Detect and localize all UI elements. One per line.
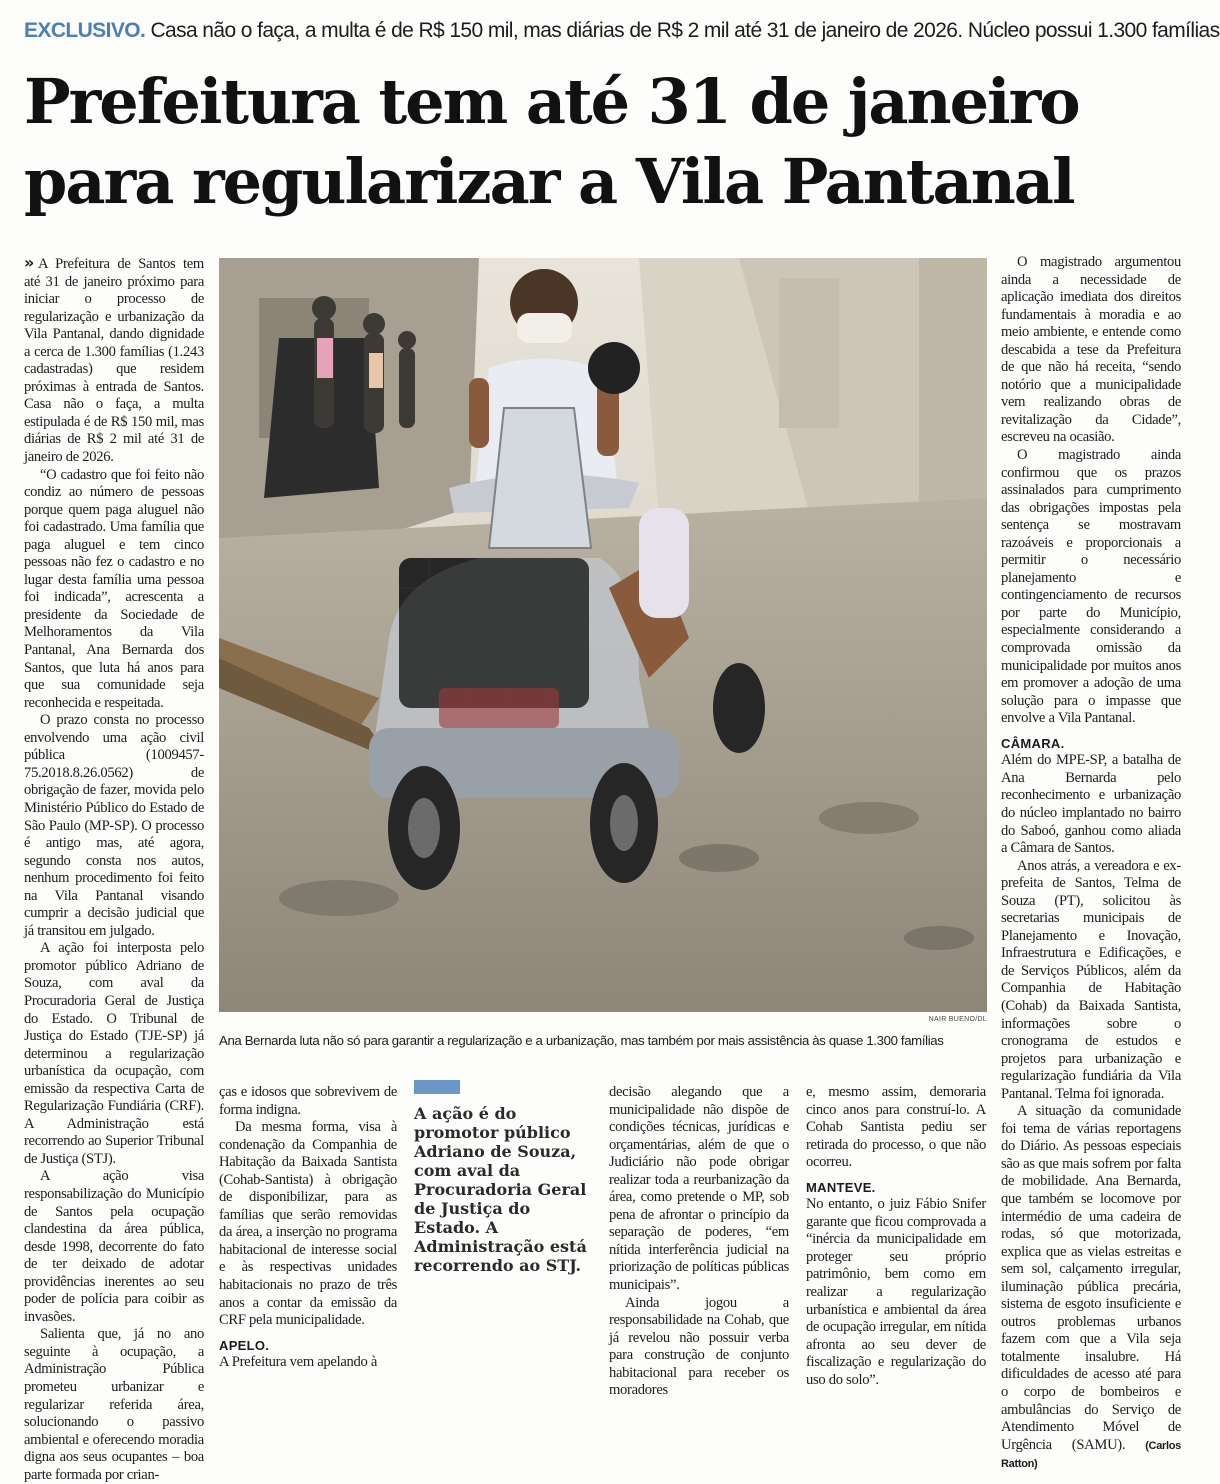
article-paragraph: A ação foi interposta pelo promotor público Adriano de Souza, com aval da Procuradoria Geral de Justiça do Estado. O Tribunal de Justiça do Estado (TJE-SP) já determinou a regularização urbanística da ocupação, com emissão da respectiva Carta de Regularização Fundiária (CRF). A Administração está recorrendo ao Superior Tribunal de Justiça (STJ). xyxy=(24,940,204,1167)
article-paragraph: Ainda jogou a responsabilidade na Cohab, que já revelou não possuir verba para construção de conjunto habitacional para receber os moradores xyxy=(609,1294,789,1399)
article-paragraph: Além do MPE-SP, a batalha de Ana Bernarda pelo reconhecimento e urbanização do núcleo implantado no bairro do Saboó, ganhou como aliada a Câmara de Santos. xyxy=(1001,752,1181,857)
kicker xyxy=(24,18,1220,44)
article-paragraph: e, mesmo assim, demoraria cinco anos para construí-lo. A Cohab Santista pediu ser retirada do processo, o que não ocorreu. xyxy=(806,1084,986,1171)
article-paragraph: Anos atrás, a vereadora e ex-prefeita de Santos, Telma de Souza (PT), solicitou às secretarias municipais de Planejamento e Inovação, Infraestrutura e Edificações, e de Serviços Públicos, além da Companhia de Habitação (Cohab) da Baixada Santista, informações sobre o cronograma de estudos e projetos para urbanização e regularização fundiária da Vila Pantanal. Telma foi ignorada. xyxy=(1001,857,1181,1102)
headline xyxy=(24,62,1184,222)
pull-quote-text: A ação é do promotor público Adriano de Souza, com aval da Procuradoria Geral de Justiça do Estado. A Administração está recorrendo ao STJ. xyxy=(414,1104,587,1275)
photo-credit: NAIR BUENO/DL xyxy=(928,1016,987,1023)
article-paragraph: No entanto, o juiz Fábio Snifer garante que ficou comprovada a “inércia da municipalidade em proteger seu próprio patrimônio, bem como em realizar a regularização urbanística e ambiental da área de ocupação irregular, em nítida afronta ao seu dever de fiscalização e regularização do uso do solo”. xyxy=(806,1196,986,1388)
closing-paragraph-text: A situação da comunidade foi tema de várias reportagens do Diário. As pessoas especiais são as que mais sofrem por falta de mobilidade. Ana Bernarda, que também se locomove por intermédio de uma cadeira de rodas, só que motorizada, explica que as vielas estreitas e sem sol, calçamento irregular, iluminação pública precária, sistema de esgoto insuficiente e outros problemas urbanos fazem com que a Vila seja totalmente insalubre. Há dificuldades de acesso até para o corpo de bombeiros e ambulâncias do Serviço de Atendimento Móvel de Urgência (SAMU). xyxy=(1001,1103,1181,1453)
subheading-camara: CÂMARA. xyxy=(1001,735,1065,751)
pull-quote xyxy=(414,1080,594,1380)
author-byline: (Carlos Ratton) xyxy=(1001,1439,1181,1471)
article-paragraph: O magistrado ainda confirmou que os prazos assinalados para cumprimento das obrigações impostas pela sentença se mostravam razoáveis e proporcionais a permitir o necessário planejamento e contingenciamento de recursos por parte do Município, especialmente considerando a comprovada omissão da municipalidade por muitos anos em promover a adoção de uma solução para o impasse que envolve a Vila Pantanal. xyxy=(1001,447,1181,727)
subheading-apelo: APELO. xyxy=(219,1337,270,1353)
article-paragraph: Da mesma forma, visa à condenação da Companhia de Habitação da Baixada Santista (Cohab-Santista) à obrigação de disponibilizar, para as famílias que serão removidas da área, a inserção no programa habitacional de interesse social e às respectivas unidades habitacionais no prazo de três anos a contar da emissão da CRF pela municipalidade. xyxy=(219,1119,397,1329)
article-paragraph: “O cadastro que foi feito não condiz ao número de pessoas porque quem paga aluguel não foi cadastrado. Uma família que paga aluguel e tem cinco pessoas não fez o cadastro e no lugar desta família uma pessoa foi indicada”, acrescenta a presidente da Sociedade de Melhoramentos da Vila Pantanal, Ana Bernarda dos Santos, que luta há anos para que sua comunidade seja reconhecida e respeitada. xyxy=(24,466,204,711)
article-paragraph: A Prefeitura vem apelando à xyxy=(219,1354,378,1371)
headline-line-2: para regularizar a Vila Pantanal xyxy=(24,145,1074,218)
photo-illustration xyxy=(219,258,987,1012)
article-paragraph: Salienta que, já no ano seguinte à ocupação, a Administração Pública prometeu urbanizar e regularizar referida área, solucionando o passivo ambiental e oferecendo moradia digna aos seus ocupantes – boa parte formada por crian- xyxy=(24,1326,204,1483)
article-paragraph: ças e idosos que sobrevivem de forma indigna. xyxy=(219,1084,397,1118)
article-column-3 xyxy=(609,1084,789,1399)
article-paragraph: A ação visa responsabilização do Município de Santos pela ocupação clandestina da área pública, desde 1998, decorrente do fato de ter deixado de adotar providências inerentes ao seu poder de polícia para coibir as invasões. xyxy=(24,1168,204,1325)
photo-caption: Ana Bernarda luta não só para garantir a regularização e a urbanização, mas também por mais assistência às quase 1.300 famílias xyxy=(219,1033,944,1048)
lead-paragraph-text: A Prefeitura de Santos tem até 31 de janeiro próximo para iniciar o processo de regularização e urbanização da Vila Pantanal, dando dignidade a cerca de 1.300 famílias (1.243 cadastradas) que residem próximas à entrada de Santos. Casa não o faça, a multa estipulada é de R$ 150 mil, mas diárias de R$ 2 mil até 31 de janeiro de 2026. xyxy=(24,256,204,466)
article-column-2 xyxy=(219,1084,397,1380)
article-paragraph: O magistrado argumentou ainda a necessidade de aplicação imediata dos direitos fundamentais à moradia e ao meio ambiente, e entende como descabida a tese da Prefeitura de que não há receita, “sendo notório que a municipalidade vem realizando obras de revitalização da Cidade”, escreveu na ocasião. xyxy=(1001,254,1181,446)
kicker-tag: EXCLUSIVO. xyxy=(24,19,146,42)
article-column-4 xyxy=(806,1084,986,1388)
article-column-1 xyxy=(24,253,204,1483)
headline-line-1: Prefeitura tem até 31 de janeiro xyxy=(24,65,1079,138)
article-column-5 xyxy=(1001,254,1181,1471)
pull-quote-accent-bar xyxy=(414,1080,460,1094)
article-paragraph xyxy=(1001,1103,1181,1473)
article-paragraph: O prazo consta no processo envolvendo uma ação civil pública (1009457-75.2018.8.26.0562) de obrigação de fazer, movida pelo Ministério Público do Estado de São Paulo (MP-SP). O processo é antigo mas, até agora, segundo consta nos autos, nenhum procedimento foi feito na Vila Pantanal visando cumprir a decisão judicial que já transitou em julgado. xyxy=(24,712,204,939)
chevron-right-icon: » xyxy=(24,253,35,272)
article-paragraph: decisão alegando que a municipalidade não dispõe de condições técnicas, jurídicas e orçamentárias, além de que o Judiciário não pode obrigar realizar toda a reurbanização da área, como pretende o MP, sob pena de afrontar o princípio da separação de poderes, “em nítida interferência judicial na priorização de políticas públicas municipais”. xyxy=(609,1084,789,1294)
subheading-manteve: MANTEVE. xyxy=(806,1179,876,1195)
kicker-text: Casa não o faça, a multa é de R$ 150 mil, mas diárias de R$ 2 mil até 31 de janeiro de 2026. Núcleo possui 1.300 famílias xyxy=(150,19,1220,42)
main-photo xyxy=(219,258,987,1012)
article-paragraph xyxy=(24,254,204,467)
